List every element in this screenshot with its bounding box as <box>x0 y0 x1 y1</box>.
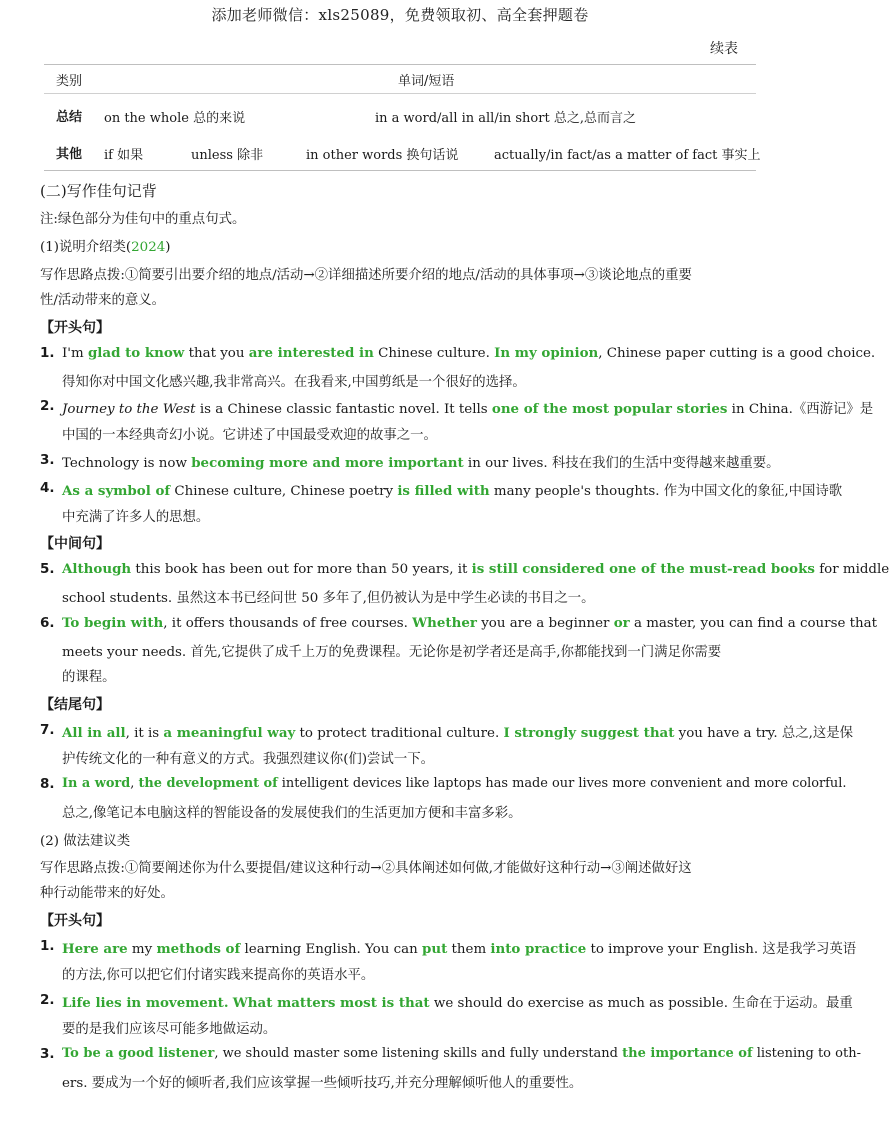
table-row-summary-phrase-1: on the whole 总的来说 <box>104 111 246 126</box>
sentence-6-en: To begin with, it offers thousands of free courses. Whether you are a beginner or a master, you can find a course that <box>62 615 878 631</box>
section-note: 注:绿色部分为佳句中的重点句式。 <box>40 212 246 227</box>
sentence-number: 7. <box>40 722 55 738</box>
section-title: (二)写作佳句记背 <box>40 182 157 200</box>
heading-opening-sentences-2: 【开头句】 <box>40 913 110 929</box>
sentence-3: Technology is now becoming more and more important in our lives. 科技在我们的生活中变得越来越重要。 <box>62 455 780 471</box>
sentence-1-zh: 得知你对中国文化感兴趣,我非常高兴。在我看来,中国剪纸是一个很好的选择。 <box>62 375 526 390</box>
table-header-rule <box>44 93 756 94</box>
table-row-summary-category: 总结 <box>56 110 83 125</box>
sentence-number: 3. <box>40 1046 55 1062</box>
sentence-8-en: In a word, the development of intelligent devices like laptops has made our lives more convenient and more colorful. <box>62 776 847 791</box>
sentence-5-line-2: school students. 虽然这本书已经问世 50 多年了,但仍被认为是中学生必读的书目之一。 <box>62 591 595 606</box>
table-top-rule <box>44 64 756 65</box>
sentence-number: 1. <box>40 345 55 361</box>
subsection-1-title: (1)说明介绍类(2024) <box>40 240 171 255</box>
sentence-4-zh: 中充满了许多人的思想。 <box>62 510 210 525</box>
wechat-promo-note: 添加老师微信：xls25089，免费领取初、高全套押题卷 <box>211 6 589 24</box>
table-row-other-phrase-1: if 如果 <box>104 148 144 163</box>
approach-1-line-2: 性/活动带来的意义。 <box>40 293 166 308</box>
table-row-other-phrase-2: unless 除非 <box>191 148 264 163</box>
table-row-other-phrase-4: actually/in fact/as a matter of fact 事实上 <box>494 148 761 163</box>
approach-2-line-2: 种行动能带来的好处。 <box>40 886 174 901</box>
sentence-7-zh: 护传统文化的一种有意义的方式。我强烈建议你(们)尝试一下。 <box>62 752 434 767</box>
table-row-other-category: 其他 <box>56 147 83 162</box>
sentence-2-zh: 中国的一本经典奇幻小说。它讲述了中国最受欢迎的故事之一。 <box>62 428 437 443</box>
approach-1-line-1: 写作思路点拨:①简要引出要介绍的地点/活动→②详细描述所要介绍的地点/活动的具体事项→③谈论地点的重要 <box>40 268 692 283</box>
table-row-summary-phrase-2: in a word/all in all/in short 总之,总而言之 <box>375 111 636 126</box>
sentence-number: 6. <box>40 615 55 631</box>
sentence-number: 8. <box>40 776 55 792</box>
sentence-5-en: Although this book has been out for more than 50 years, it is still considered one of the must-read books for middle <box>62 561 889 577</box>
advice-sentence-2-zh: 要的是我们应该尽可能多地做运动。 <box>62 1022 277 1037</box>
approach-2-line-1: 写作思路点拨:①简要阐述你为什么要提倡/建议这种行动→②具体阐述如何做,才能做好这种行动→③阐述做好这 <box>40 861 692 876</box>
table-bottom-rule <box>44 170 756 171</box>
sentence-6-line-2: meets your needs. 首先,它提供了成千上万的免费课程。无论你是初学者还是高手,你都能找到一门满足你需要 <box>62 645 722 660</box>
sentence-number: 3. <box>40 452 55 468</box>
advice-sentence-2-en: Life lies in movement. What matters most is that we should do exercise as much as possible. 生命在于运动。最重 <box>62 995 853 1011</box>
sentence-2-en: Journey to the West is a Chinese classic fantastic novel. It tells one of the most popular stories in China.《西游记》是 <box>62 401 874 417</box>
sentence-7-en: All in all, it is a meaningful way to protect traditional culture. I strongly suggest that you have a try. 总之,这是保 <box>62 725 854 741</box>
sentence-8-zh: 总之,像笔记本电脑这样的智能设备的发展使我们的生活更加方便和丰富多彩。 <box>62 806 522 821</box>
table-header-category: 类别 <box>56 74 83 89</box>
sentence-number: 2. <box>40 398 55 414</box>
advice-sentence-1-zh: 的方法,你可以把它们付诸实践来提高你的英语水平。 <box>62 968 375 983</box>
sentence-4-en: As a symbol of Chinese culture, Chinese poetry is filled with many people's thoughts. 作为中国文化的象征,中国诗歌 <box>62 483 843 499</box>
continued-label: 续表 <box>710 41 738 57</box>
heading-middle-sentences: 【中间句】 <box>40 536 110 552</box>
table-header-words: 单词/短语 <box>398 74 455 89</box>
sentence-number: 2. <box>40 992 55 1008</box>
sentence-number: 5. <box>40 561 55 577</box>
heading-closing-sentences: 【结尾句】 <box>40 697 110 713</box>
sentence-6-line-3: 的课程。 <box>62 670 116 685</box>
table-row-other-phrase-3: in other words 换句话说 <box>306 148 459 163</box>
heading-opening-sentences: 【开头句】 <box>40 320 110 336</box>
subsection-2-title: (2) 做法建议类 <box>40 834 131 849</box>
advice-sentence-3-en: To be a good listener, we should master some listening skills and fully understand the importance of listening to oth- <box>62 1046 861 1061</box>
sentence-number: 4. <box>40 480 55 496</box>
sentence-number: 1. <box>40 938 55 954</box>
advice-sentence-1-en: Here are my methods of learning English. You can put them into practice to improve your English. 这是我学习英语 <box>62 941 857 957</box>
advice-sentence-3-zh: ers. 要成为一个好的倾听者,我们应该掌握一些倾听技巧,并充分理解倾听他人的重要性。 <box>62 1076 583 1091</box>
sentence-1-en: I'm glad to know that you are interested in Chinese culture. In my opinion, Chinese paper cutting is a good choice. <box>62 345 876 361</box>
